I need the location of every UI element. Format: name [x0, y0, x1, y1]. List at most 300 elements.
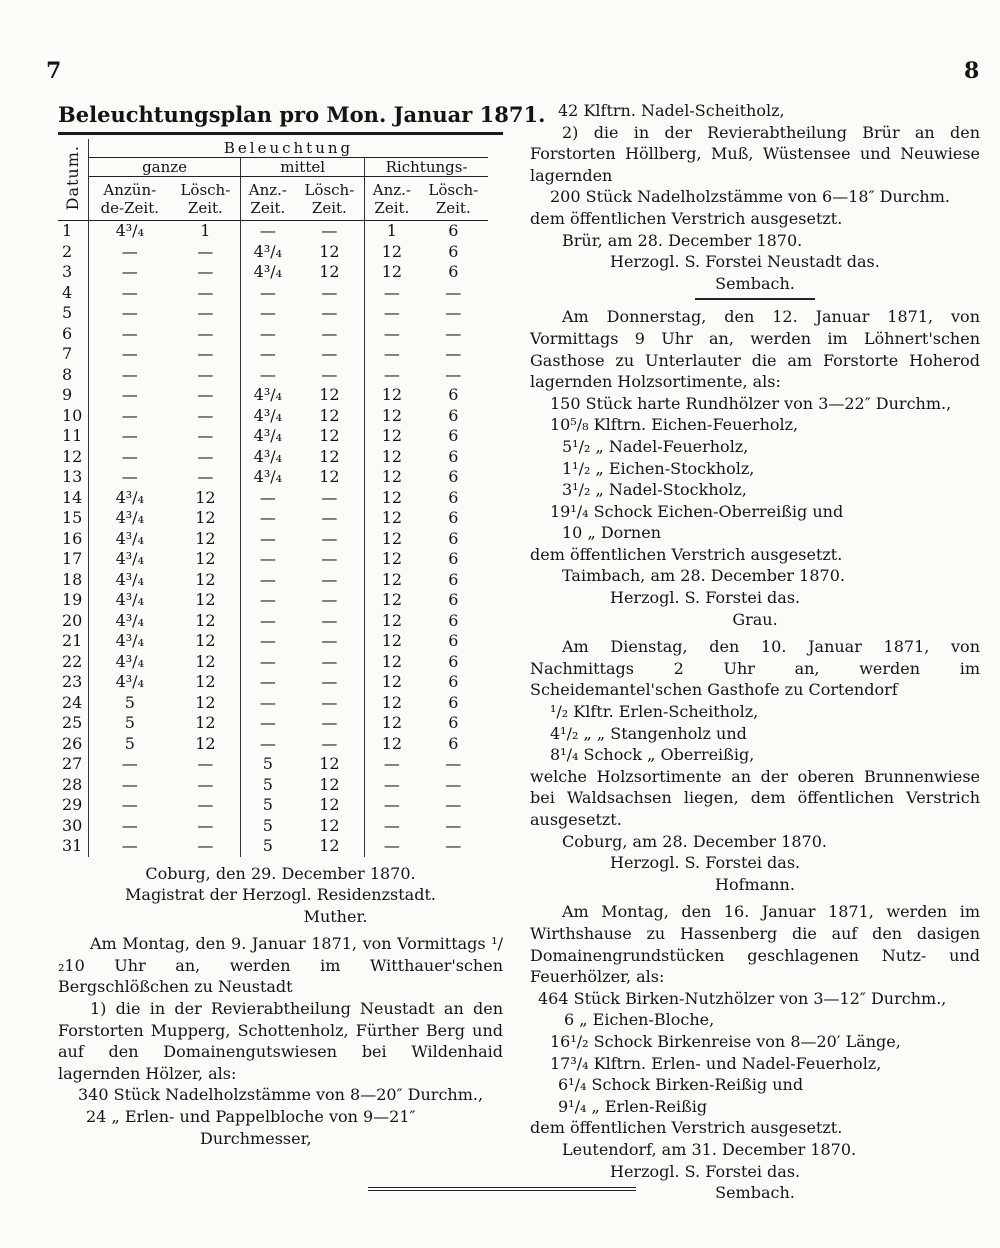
- table-row: [58, 672, 488, 693]
- time-cell: 12: [171, 488, 241, 509]
- time-cell: 12: [381, 487, 403, 507]
- column-header: [89, 177, 171, 221]
- time-cell: —: [171, 365, 241, 386]
- time-cell: 6: [448, 241, 459, 261]
- table-row: [58, 324, 488, 345]
- signoff-org: Magistrat der Herzogl. Residenzstadt.: [125, 885, 436, 905]
- time-cell: 6: [448, 221, 459, 240]
- day-cell: 29: [58, 795, 89, 816]
- time-cell: 12: [171, 734, 241, 755]
- time-cell: —: [171, 242, 241, 263]
- time-cell: 6: [448, 672, 459, 691]
- time-cell: 1: [171, 221, 241, 242]
- column-header-line: Zeit.: [250, 198, 286, 217]
- time-cell: —: [121, 754, 138, 773]
- time-cell: —: [295, 529, 365, 550]
- time-cell: 4³/₄: [115, 590, 144, 609]
- time-cell: 5: [262, 815, 273, 835]
- time-cell: —: [259, 323, 276, 343]
- time-cell: —: [295, 283, 365, 304]
- time-cell: —: [445, 836, 462, 855]
- column-header-line: Lösch-: [180, 180, 231, 199]
- notice-closing: welche Holzsortimente an der oberen Brunnenwiese bei Waldsachsen liegen, dem öffentlichen Verstrich ausgesetzt.: [530, 766, 980, 829]
- notice-closing: dem öffentlichen Verstrich ausgesetzt.: [530, 1118, 843, 1138]
- time-cell: 12: [295, 262, 365, 283]
- day-cell: 26: [58, 734, 89, 755]
- time-cell: —: [121, 241, 138, 261]
- day-cell: 12: [58, 447, 89, 468]
- datum-header: [58, 139, 89, 221]
- time-cell: —: [445, 795, 462, 814]
- time-cell: 12: [295, 447, 365, 468]
- day-cell: 4: [58, 283, 89, 304]
- time-cell: 6: [448, 713, 459, 732]
- column-header-line: Zeit.: [435, 198, 471, 217]
- table-row: [58, 611, 488, 632]
- time-cell: 4³/₄: [253, 405, 283, 425]
- title-rule: [58, 132, 503, 135]
- time-cell: 12: [171, 672, 241, 693]
- time-cell: 6: [448, 651, 459, 671]
- list-item: 4¹/₂ „ „ Stangenholz und: [550, 723, 747, 743]
- list-item: 10 „ Dornen: [562, 523, 662, 543]
- time-cell: 12: [381, 528, 403, 548]
- time-cell: —: [295, 221, 365, 242]
- time-cell: 12: [381, 631, 403, 650]
- time-cell: —: [383, 344, 400, 363]
- time-cell: —: [383, 303, 400, 322]
- time-cell: —: [445, 344, 462, 363]
- time-cell: —: [295, 652, 365, 673]
- time-cell: 12: [171, 549, 241, 570]
- time-cell: 12: [381, 405, 403, 425]
- time-cell: —: [259, 651, 276, 671]
- day-cell: 25: [58, 713, 89, 734]
- time-cell: —: [259, 610, 276, 630]
- table-row: [58, 406, 488, 427]
- list-item: 6¹/₄ Schock Birken-Reißig und: [558, 1075, 804, 1095]
- list-item: 24 „ Erlen- und Pappelbloche von 9—21″: [86, 1107, 416, 1127]
- time-cell: 12: [381, 385, 403, 404]
- notice-text: Am Donnerstag, den 12. Januar 1871, von Vormittags 9 Uhr an, werden im Löhnert'schen Gasthose zu Unterlauter die am Forstorte Hoherod lagernden Holzsortimente, als:: [530, 307, 980, 392]
- time-cell: —: [383, 364, 400, 384]
- time-cell: —: [259, 569, 276, 589]
- list-item: 200 Stück Nadelholzstämme von 6—18″ Durchm.: [550, 187, 950, 207]
- table-row: [58, 365, 488, 386]
- notice-signature: Grau.: [732, 609, 778, 629]
- column-header: [419, 177, 488, 221]
- time-cell: 12: [381, 651, 403, 671]
- table-row: [58, 262, 488, 283]
- table-row: [58, 283, 488, 304]
- time-cell: 12: [171, 611, 241, 632]
- day-cell: 3: [58, 262, 89, 283]
- time-cell: —: [259, 590, 276, 609]
- time-cell: 12: [171, 570, 241, 591]
- time-cell: 6: [448, 467, 459, 486]
- day-cell: 30: [58, 816, 89, 837]
- time-cell: —: [445, 754, 462, 773]
- time-cell: 4³/₄: [253, 241, 283, 261]
- day-cell: 15: [58, 508, 89, 529]
- day-cell: 10: [58, 406, 89, 427]
- time-cell: —: [121, 303, 138, 322]
- time-cell: —: [121, 323, 138, 343]
- day-cell: 23: [58, 672, 89, 693]
- time-cell: —: [445, 303, 462, 322]
- page-title: Beleuchtungsplan pro Mon. Januar 1871.: [58, 102, 546, 127]
- table-row: [58, 447, 488, 468]
- column-header-line: de-Zeit.: [100, 198, 160, 217]
- time-cell: 12: [295, 775, 365, 796]
- column-header: [241, 177, 295, 221]
- table-row: [58, 303, 488, 324]
- time-cell: 6: [448, 446, 459, 466]
- column-header-line: Lösch-: [428, 180, 479, 199]
- table-row: [58, 795, 488, 816]
- day-cell: 7: [58, 344, 89, 365]
- notice-office: Herzogl. S. Forstei das.: [610, 1161, 801, 1181]
- time-cell: —: [171, 467, 241, 488]
- time-cell: —: [171, 262, 241, 283]
- time-cell: —: [383, 774, 400, 794]
- time-cell: —: [259, 344, 276, 363]
- table-row: [58, 549, 488, 570]
- table-row: [58, 693, 488, 714]
- list-item: 5¹/₂ „ Nadel-Feuerholz,: [562, 436, 749, 456]
- time-cell: —: [259, 713, 276, 732]
- day-cell: 14: [58, 488, 89, 509]
- time-cell: —: [383, 282, 400, 302]
- time-cell: —: [121, 344, 138, 363]
- day-cell: 27: [58, 754, 89, 775]
- time-cell: 12: [171, 693, 241, 714]
- time-cell: 4³/₄: [115, 631, 144, 650]
- time-cell: —: [171, 283, 241, 304]
- day-cell: 22: [58, 652, 89, 673]
- time-cell: —: [259, 672, 276, 691]
- time-cell: —: [295, 693, 365, 714]
- notice-closing: dem öffentlichen Verstrich ausgesetzt.: [530, 544, 843, 564]
- day-cell: 24: [58, 693, 89, 714]
- list-item: 10⁵/₈ Klftrn. Eichen-Feuerholz,: [550, 415, 799, 435]
- time-cell: —: [445, 282, 462, 302]
- table-row: [58, 344, 488, 365]
- list-item: 19¹/₄ Schock Eichen-Oberreißig und: [550, 501, 844, 521]
- day-cell: 2: [58, 242, 89, 263]
- time-cell: 6: [448, 262, 459, 281]
- signoff-name: Muther.: [303, 906, 368, 926]
- day-cell: 1: [58, 221, 89, 242]
- column-header: [365, 177, 419, 221]
- time-cell: 6: [448, 631, 459, 650]
- notice-office: Herzogl. S. Forstei das.: [610, 853, 801, 873]
- table-row: [58, 734, 488, 755]
- time-cell: —: [171, 324, 241, 345]
- time-cell: 5: [262, 795, 273, 814]
- time-cell: —: [295, 344, 365, 365]
- table-row: [58, 570, 488, 591]
- list-item: ¹/₂ Klftr. Erlen-Scheitholz,: [550, 702, 759, 722]
- time-cell: 5: [124, 692, 135, 712]
- time-cell: —: [121, 282, 138, 302]
- notice-signature: Sembach.: [715, 273, 795, 293]
- time-cell: 12: [171, 713, 241, 734]
- time-cell: —: [259, 733, 276, 753]
- table-row: [58, 652, 488, 673]
- day-cell: 6: [58, 324, 89, 345]
- table-row: [58, 488, 488, 509]
- time-cell: —: [295, 570, 365, 591]
- notice-signature: Sembach.: [715, 1183, 795, 1203]
- table-row: [58, 426, 488, 447]
- time-cell: —: [383, 815, 400, 835]
- time-cell: —: [259, 508, 276, 527]
- time-cell: 12: [381, 262, 403, 281]
- time-cell: —: [121, 836, 138, 855]
- page-number-right: 8: [964, 58, 980, 84]
- bottom-double-rule: [368, 1187, 636, 1191]
- time-cell: 12: [381, 426, 403, 445]
- time-cell: 4³/₄: [253, 385, 283, 404]
- time-cell: 6: [448, 405, 459, 425]
- time-cell: —: [445, 815, 462, 835]
- time-cell: 4³/₄: [253, 426, 283, 445]
- time-cell: 12: [295, 467, 365, 488]
- time-cell: 6: [448, 426, 459, 445]
- time-cell: 12: [295, 836, 365, 857]
- column-header-line: Zeit.: [374, 198, 410, 217]
- time-cell: 5: [124, 713, 135, 732]
- time-cell: 4³/₄: [115, 672, 144, 691]
- list-item: 17³/₄ Klftrn. Erlen- und Nadel-Feuerholz,: [550, 1053, 882, 1073]
- time-cell: 5: [262, 774, 273, 794]
- notice-text: Am Dienstag, den 10. Januar 1871, von Nachmittags 2 Uhr an, werden im Scheidemantel'schen Gasthofe zu Cortendorf: [530, 637, 980, 700]
- time-cell: 4³/₄: [115, 610, 144, 630]
- time-cell: 4³/₄: [115, 221, 144, 240]
- column-header: [295, 177, 365, 221]
- day-cell: 16: [58, 529, 89, 550]
- time-cell: 12: [295, 406, 365, 427]
- time-cell: 12: [295, 816, 365, 837]
- group-header: Beleuchtung: [89, 139, 489, 158]
- time-cell: —: [383, 836, 400, 855]
- time-cell: 12: [381, 467, 403, 486]
- time-cell: —: [383, 323, 400, 343]
- time-cell: 12: [381, 713, 403, 732]
- notice-separator: [695, 298, 815, 300]
- table-row: [58, 816, 488, 837]
- notice-date: Leutendorf, am 31. December 1870.: [562, 1139, 857, 1159]
- time-cell: —: [295, 549, 365, 570]
- time-cell: —: [259, 692, 276, 712]
- time-cell: 12: [381, 672, 403, 691]
- column-header-line: Anz.-: [372, 180, 411, 199]
- lighting-table: [58, 139, 488, 857]
- table-row: [58, 529, 488, 550]
- column-header-line: Anzün-: [103, 180, 157, 199]
- list-item: 340 Stück Nadelholzstämme von 8—20″ Durchm.,: [78, 1085, 484, 1105]
- time-cell: —: [295, 631, 365, 652]
- time-cell: —: [445, 364, 462, 384]
- time-cell: —: [171, 406, 241, 427]
- table-row: [58, 385, 488, 406]
- time-cell: 12: [171, 529, 241, 550]
- list-item: 8¹/₄ Schock „ Oberreißig,: [550, 745, 755, 765]
- time-cell: 5: [262, 754, 273, 773]
- time-cell: 12: [295, 795, 365, 816]
- time-cell: 12: [381, 733, 403, 753]
- time-cell: —: [171, 836, 241, 857]
- time-cell: —: [259, 631, 276, 650]
- time-cell: 12: [381, 569, 403, 589]
- time-cell: —: [171, 775, 241, 796]
- time-cell: 5: [262, 836, 273, 855]
- column-header-line: Lösch-: [304, 180, 355, 199]
- time-cell: 12: [381, 610, 403, 630]
- day-cell: 19: [58, 590, 89, 611]
- time-cell: —: [121, 467, 138, 486]
- time-cell: —: [295, 611, 365, 632]
- list-item: 464 Stück Birken-Nutzhölzer von 3—12″ Durchm.,: [538, 988, 947, 1008]
- time-cell: —: [171, 303, 241, 324]
- time-cell: —: [171, 447, 241, 468]
- day-cell: 11: [58, 426, 89, 447]
- table-row: [58, 590, 488, 611]
- time-cell: —: [383, 795, 400, 814]
- time-cell: 6: [448, 528, 459, 548]
- notice-office: Herzogl. S. Forstei Neustadt das.: [610, 252, 880, 272]
- time-cell: 4³/₄: [253, 446, 283, 466]
- notice-closing: dem öffentlichen Verstrich ausgesetzt.: [530, 208, 843, 228]
- time-cell: —: [171, 754, 241, 775]
- time-cell: —: [121, 405, 138, 425]
- time-cell: 6: [448, 487, 459, 507]
- day-cell: 21: [58, 631, 89, 652]
- time-cell: 5: [124, 733, 135, 753]
- table-row: [58, 836, 488, 857]
- table-row: [58, 508, 488, 529]
- table-row: [58, 631, 488, 652]
- list-item: Durchmesser,: [200, 1128, 312, 1148]
- time-cell: 12: [381, 590, 403, 609]
- time-cell: 1: [386, 221, 397, 240]
- column-header-line: Zeit.: [311, 198, 347, 217]
- datum-label: Datum.: [63, 144, 82, 211]
- item-list: [530, 988, 980, 1118]
- notice-date: Brür, am 28. December 1870.: [562, 230, 803, 250]
- time-cell: 6: [448, 508, 459, 527]
- time-cell: —: [121, 774, 138, 794]
- time-cell: 6: [448, 569, 459, 589]
- time-cell: 4³/₄: [115, 569, 144, 589]
- day-cell: 9: [58, 385, 89, 406]
- time-cell: 12: [295, 242, 365, 263]
- time-cell: —: [295, 590, 365, 611]
- list-item: 16¹/₂ Schock Birkenreise von 8—20′ Länge,: [550, 1031, 901, 1051]
- column-header: [171, 177, 241, 221]
- time-cell: 12: [171, 590, 241, 611]
- time-cell: 12: [381, 508, 403, 527]
- time-cell: —: [295, 488, 365, 509]
- time-cell: —: [383, 754, 400, 773]
- table-row: [58, 242, 488, 263]
- time-cell: 12: [295, 426, 365, 447]
- time-cell: —: [259, 221, 276, 240]
- day-cell: 5: [58, 303, 89, 324]
- item-list: [530, 701, 980, 766]
- time-cell: 12: [171, 652, 241, 673]
- day-cell: 28: [58, 775, 89, 796]
- day-cell: 31: [58, 836, 89, 857]
- time-cell: —: [445, 323, 462, 343]
- time-cell: 12: [171, 508, 241, 529]
- time-cell: 4³/₄: [115, 651, 144, 671]
- time-cell: —: [171, 344, 241, 365]
- time-cell: —: [295, 365, 365, 386]
- time-cell: 12: [381, 446, 403, 466]
- time-cell: 6: [448, 385, 459, 404]
- time-cell: —: [171, 426, 241, 447]
- time-cell: 6: [448, 692, 459, 712]
- subgroup-mittel: mittel: [241, 158, 365, 177]
- day-cell: 17: [58, 549, 89, 570]
- time-cell: 4³/₄: [115, 528, 144, 548]
- time-cell: —: [295, 508, 365, 529]
- time-cell: 12: [171, 631, 241, 652]
- table-row: [58, 713, 488, 734]
- time-cell: 4³/₄: [253, 262, 283, 281]
- notice-date: Taimbach, am 28. December 1870.: [562, 566, 845, 586]
- time-cell: —: [259, 364, 276, 384]
- time-cell: 6: [448, 590, 459, 609]
- time-cell: —: [295, 672, 365, 693]
- column-header-line: Zeit.: [187, 198, 223, 217]
- time-cell: —: [259, 549, 276, 568]
- right-column: [530, 100, 980, 1204]
- time-cell: 4³/₄: [115, 487, 144, 507]
- time-cell: —: [121, 385, 138, 404]
- notice-text: Am Montag, den 16. Januar 1871, werden im Wirthshause zu Hassenberg die auf den dasigen Domainengrundstücken geschlagenen Nutz- und Feuerhölzer, als:: [530, 902, 980, 987]
- list-item: 150 Stück harte Rundhölzer von 3—22″ Durchm.,: [550, 393, 952, 413]
- time-cell: —: [121, 815, 138, 835]
- item-list: [530, 393, 980, 544]
- notice-point-1: 1) die in der Revierabtheilung Neustadt an den Forstorten Mupperg, Schottenholz, Fürther Berg und auf den Domainengutswiesen bei Wildenhaid lagernden Hölzer, als:: [58, 999, 503, 1083]
- table-row: [58, 221, 488, 242]
- table-row: [58, 754, 488, 775]
- time-cell: 6: [448, 610, 459, 630]
- notice-text: Am Montag, den 9. Januar 1871, von Vormittags ¹/₂10 Uhr an, werden im Witthauer'schen Bergschlößchen zu Neustadt: [58, 934, 503, 997]
- time-cell: 12: [381, 692, 403, 712]
- time-cell: —: [259, 303, 276, 322]
- subgroup-richtung: Richtungs-: [365, 158, 488, 177]
- time-cell: —: [171, 816, 241, 837]
- time-cell: —: [121, 795, 138, 814]
- time-cell: —: [295, 303, 365, 324]
- time-cell: —: [259, 528, 276, 548]
- time-cell: —: [295, 734, 365, 755]
- time-cell: —: [121, 426, 138, 445]
- time-cell: —: [259, 487, 276, 507]
- time-cell: 4³/₄: [253, 467, 283, 486]
- notice-signature: Hofmann.: [715, 874, 795, 894]
- time-cell: 6: [448, 733, 459, 753]
- time-cell: —: [121, 364, 138, 384]
- day-cell: 20: [58, 611, 89, 632]
- notice-point-2: 2) die in der Revierabtheilung Brür an den Forstorten Höllberg, Muß, Wüstensee und Neuwiese lagernden: [530, 122, 980, 185]
- time-cell: —: [295, 324, 365, 345]
- notice-date: Coburg, am 28. December 1870.: [562, 831, 827, 851]
